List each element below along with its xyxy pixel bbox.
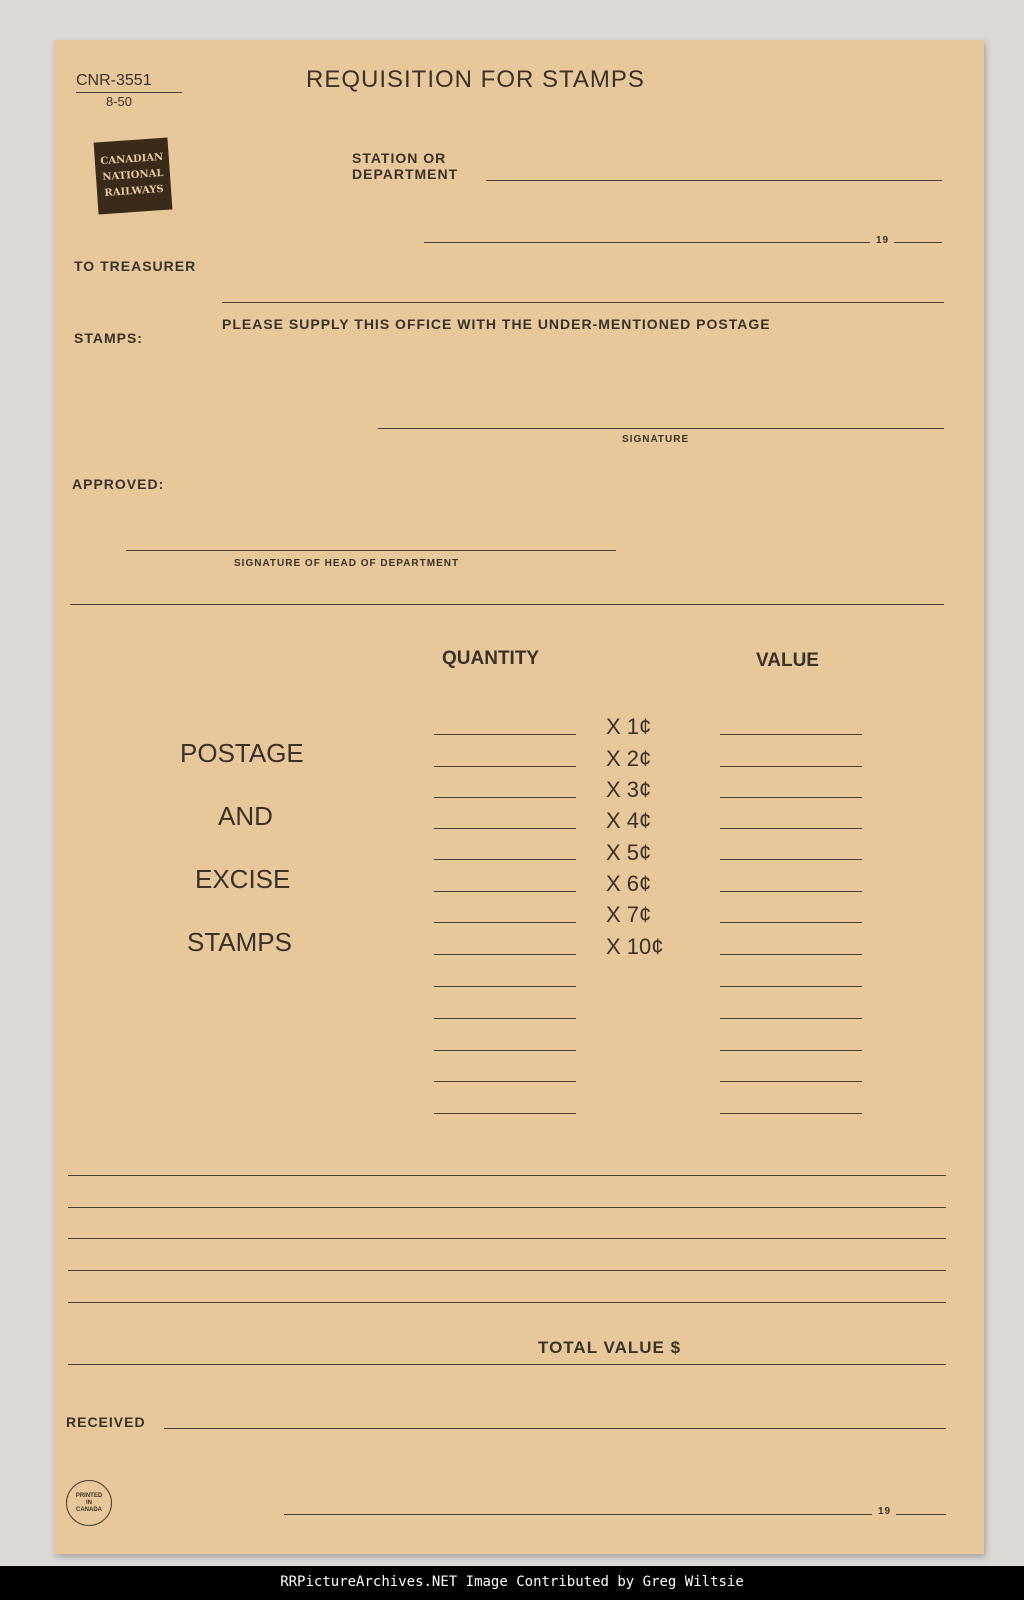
form-number-rule (76, 92, 182, 93)
year-field[interactable] (894, 242, 942, 243)
received-field[interactable] (164, 1428, 946, 1429)
quantity-field[interactable] (434, 986, 576, 987)
denomination: X 2¢ (606, 746, 652, 771)
denomination: X 7¢ (606, 902, 652, 927)
value-field[interactable] (720, 797, 862, 798)
head-signature-field[interactable] (126, 550, 616, 551)
value-field[interactable] (720, 954, 862, 955)
value-field[interactable] (720, 891, 862, 892)
value-header: VALUE (756, 650, 819, 671)
logo-line-1: CANADIAN (100, 151, 164, 168)
value-field[interactable] (720, 1113, 862, 1114)
received-label: RECEIVED (66, 1414, 146, 1430)
form-number: CNR-3551 (76, 72, 152, 89)
value-field[interactable] (720, 828, 862, 829)
request-text: PLEASE SUPPLY THIS OFFICE WITH THE UNDER-MENTIONED POSTAGE (222, 316, 771, 332)
station-field[interactable] (486, 180, 942, 181)
denomination: X 10¢ (606, 934, 664, 959)
value-field[interactable] (720, 1050, 862, 1051)
quantity-field[interactable] (434, 891, 576, 892)
seal-line-3: CANADA (76, 1506, 102, 1513)
logo-line-2: NATIONAL (102, 167, 164, 184)
stamp-type-line-4: STAMPS (187, 927, 292, 957)
stamp-type-line-3: EXCISE (195, 864, 291, 894)
bottom-year-field[interactable] (896, 1514, 946, 1515)
image-credit: RRPictureArchives.NET Image Contributed by Greg Wiltsie (280, 1574, 744, 1590)
bottom-date-field[interactable] (284, 1514, 872, 1515)
value-field[interactable] (720, 859, 862, 860)
denomination: X 5¢ (606, 840, 652, 865)
note-line[interactable] (68, 1207, 946, 1208)
denomination: X 4¢ (606, 808, 652, 833)
date-field[interactable] (424, 242, 870, 243)
quantity-field[interactable] (434, 1050, 576, 1051)
quantity-field[interactable] (434, 1113, 576, 1114)
denomination: X 3¢ (606, 777, 652, 802)
denomination: X 1¢ (606, 714, 652, 739)
station-label-1: STATION OR (352, 150, 447, 166)
value-field[interactable] (720, 734, 862, 735)
denomination: X 6¢ (606, 871, 652, 896)
quantity-field[interactable] (434, 859, 576, 860)
printed-in-canada-seal (66, 1480, 112, 1526)
value-field[interactable] (720, 922, 862, 923)
signature-label: SIGNATURE (622, 434, 690, 445)
quantity-field[interactable] (434, 922, 576, 923)
quantity-field[interactable] (434, 828, 576, 829)
station-label-2: DEPARTMENT (352, 166, 459, 182)
approved-label: APPROVED: (72, 476, 165, 492)
quantity-field[interactable] (434, 766, 576, 767)
to-treasurer-label: TO TREASURER (74, 258, 197, 274)
stamp-type-line-2: AND (218, 801, 273, 831)
logo-line-3: RAILWAYS (104, 183, 165, 200)
year-prefix: 19 (876, 235, 890, 246)
head-signature-label: SIGNATURE OF HEAD OF DEPARTMENT (234, 558, 460, 569)
signature-field[interactable] (378, 428, 944, 429)
section-divider (70, 604, 944, 605)
stamps-label: STAMPS: (74, 330, 143, 346)
cnr-logo (94, 138, 173, 215)
stamp-type-line-1: POSTAGE (180, 738, 304, 768)
quantity-header: QUANTITY (442, 648, 540, 669)
value-field[interactable] (720, 1018, 862, 1019)
value-field[interactable] (720, 1081, 862, 1082)
treasurer-field[interactable] (222, 302, 944, 303)
total-line[interactable] (68, 1364, 946, 1365)
form-title: REQUISITION FOR STAMPS (306, 66, 645, 93)
total-value-label: TOTAL VALUE $ (538, 1338, 682, 1357)
seal-line-1: PRINTED (75, 1492, 103, 1499)
seal-line-2: IN (86, 1499, 92, 1506)
note-line[interactable] (68, 1238, 946, 1239)
bottom-year-prefix: 19 (878, 1506, 892, 1517)
quantity-field[interactable] (434, 954, 576, 955)
quantity-field[interactable] (434, 1081, 576, 1082)
value-field[interactable] (720, 766, 862, 767)
note-line[interactable] (68, 1270, 946, 1271)
form-date: 8-50 (106, 94, 133, 109)
quantity-field[interactable] (434, 797, 576, 798)
note-line[interactable] (68, 1175, 946, 1176)
quantity-field[interactable] (434, 1018, 576, 1019)
value-field[interactable] (720, 986, 862, 987)
quantity-field[interactable] (434, 734, 576, 735)
note-line[interactable] (68, 1302, 946, 1303)
